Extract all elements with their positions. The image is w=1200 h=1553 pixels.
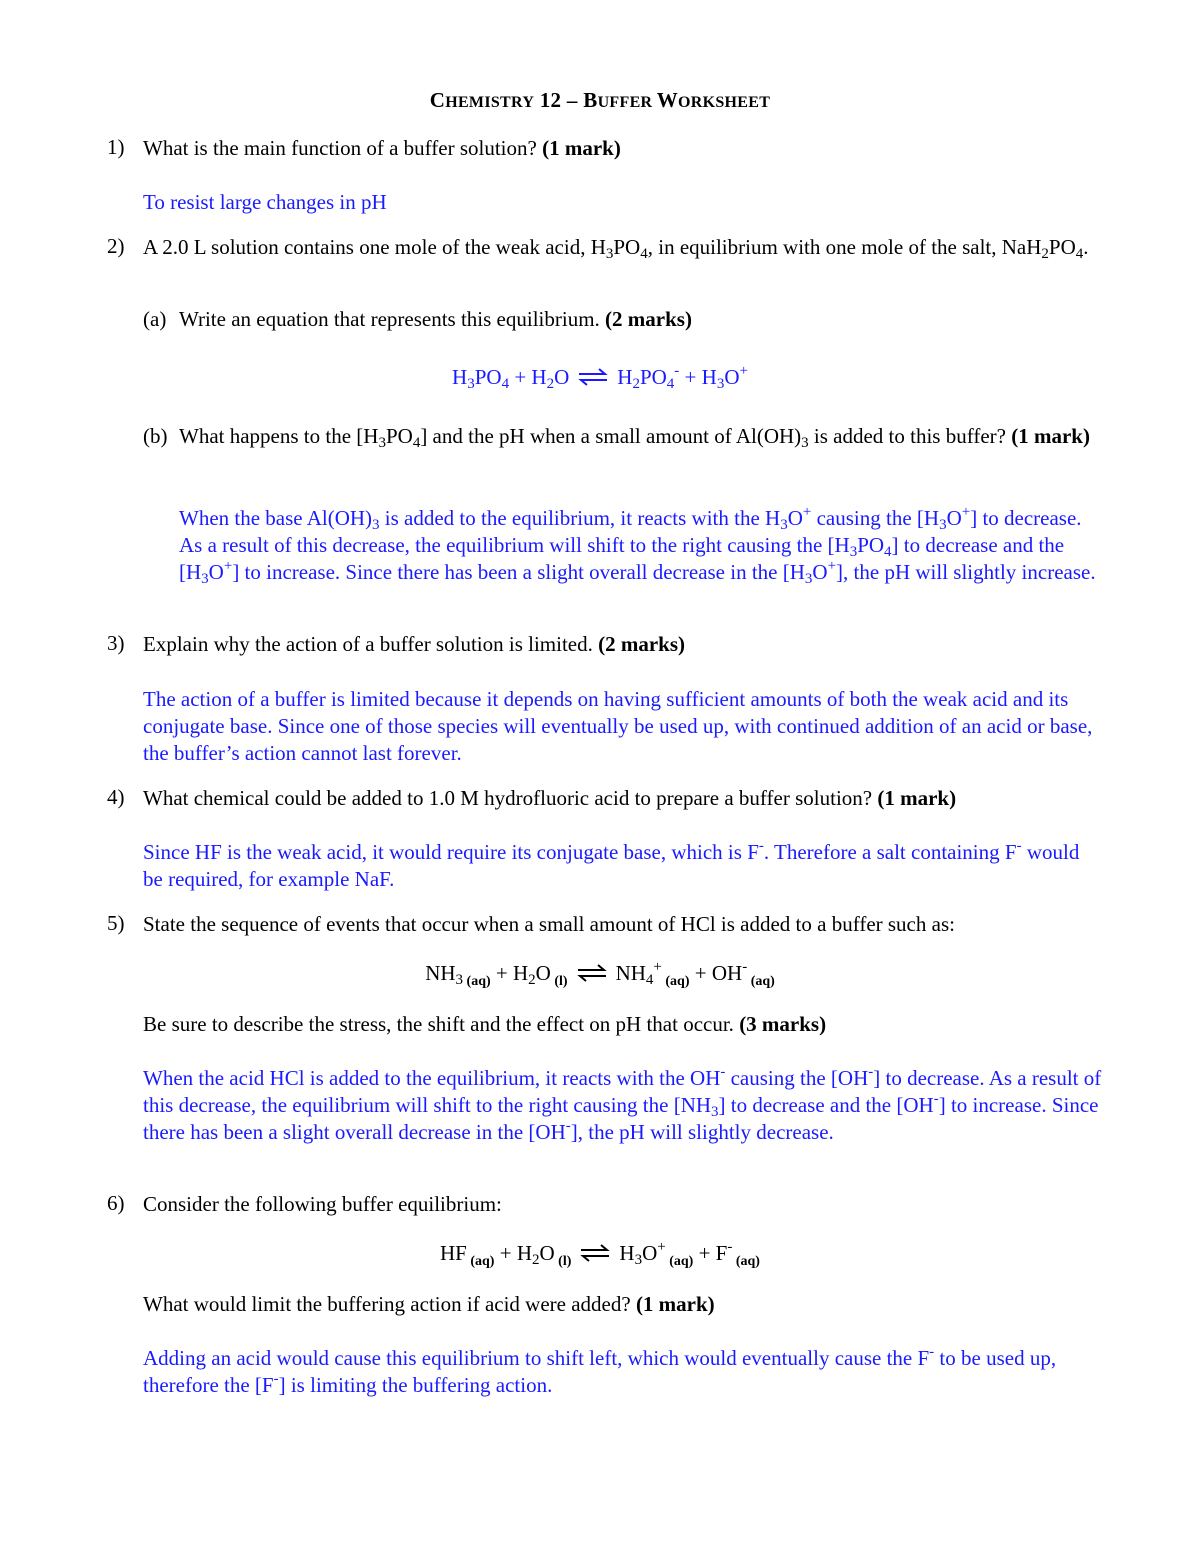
q1-text: What is the main function of a buffer solution? (1 mark)	[143, 136, 621, 160]
q5-instruction: Be sure to describe the stress, the shift and the effect on pH that occur. (3 marks)	[143, 1012, 827, 1036]
q2b-label: (b)	[143, 424, 168, 448]
equilibrium-arrow-icon	[577, 367, 609, 387]
q5-equation: $NH_3$ $_{(aq)} + H_2O$ $_{(l)}$ $NH_4^+$ $_{(aq)}$ + OH- $_{(aq)}$	[425, 959, 775, 989]
q2a-text: Write an equation that represents this equilibrium. (2 marks)	[179, 307, 692, 331]
q6-answer: Adding an acid would cause this equilibrium to shift left, which would eventually cause the F- to be used up, therefore the [F-] is limiting the buffering action.	[143, 1344, 1057, 1397]
q2-number: 2)	[107, 234, 125, 258]
equilibrium-arrow-icon	[579, 1243, 611, 1263]
q2b-text: What happens to the $[H_3PO_4]$ and the pH when a small amount of $Al(OH)_3$ is added to this buffer? (1 mark)	[179, 424, 1090, 451]
q2a-equation: $H_3PO_4 + H_2O$ $H_2PO_4^- + H_3O^+$	[452, 363, 748, 392]
q3-text: Explain why the action of a buffer solution is limited. (2 marks)	[143, 632, 686, 656]
worksheet-title: CHEMISTRY 12 – BUFFER WORKSHEET	[429, 88, 771, 112]
q6-number: 6)	[107, 1191, 125, 1215]
q6-text: Consider the following buffer equilibrium:	[143, 1192, 502, 1216]
equilibrium-arrow-icon	[576, 963, 608, 983]
q5-number: 5)	[107, 911, 125, 935]
q1-number: 1)	[107, 135, 125, 159]
q3-number: 3)	[107, 631, 125, 655]
q1-answer: To resist large changes in pH	[143, 190, 387, 214]
q4-number: 4)	[107, 785, 125, 809]
q2b-answer: When the base $Al(OH)_3$ is added to the equilibrium, it reacts with the $H_3O^+$ causing the $[H_3O^+]$ to decrease. As a result of this decrease, the equilibrium will shift to the right causing the $[H_3PO_4]$ to decrease and the $[H_3O^+]$ to increase. Since there has been a slight overall decrease in the $[H_3O^+]$, the pH will slightly increase.	[179, 504, 1096, 587]
q5-text: State the sequence of events that occur when a small amount of HCl is added to a buffer such as:	[143, 912, 955, 936]
q6-equation: HF $_{(aq)} + H_2O$ $_{(l)}$ $H_3O^+$ $_{(aq)}$ + F- $_{(aq)}$	[440, 1239, 760, 1269]
q5-answer: When the acid HCl is added to the equilibrium, it reacts with the OH- causing the [OH-] to decrease. As a result of this decrease, the equilibrium will shift to the right causing the $[NH_3]$ to decrease and the [OH-] to increase. Since there has been a slight overall decrease in the [OH-], the pH will slightly decrease.	[143, 1064, 1102, 1144]
q3-answer: The action of a buffer is limited because it depends on having sufficient amounts of both the weak acid and its conjugate base. Since one of those species will eventually be used up, with continued addition of an acid or base, the buffer’s action cannot last forever.	[143, 687, 1093, 765]
q6-instruction: What would limit the buffering action if acid were added? (1 mark)	[143, 1292, 715, 1316]
q4-answer: Since HF is the weak acid, it would require its conjugate base, which is F-. Therefore a salt containing F- would be required, for example NaF.	[143, 838, 1080, 891]
q2-text: A 2.0 L solution contains one mole of the weak acid, $H_3PO_4$, in equilibrium with one mole of the salt, $NaH_2PO_4$.	[143, 235, 1089, 262]
q4-text: What chemical could be added to 1.0 M hydrofluoric acid to prepare a buffer solution? (1 mark)	[143, 786, 957, 810]
q2a-label: (a)	[143, 307, 167, 331]
